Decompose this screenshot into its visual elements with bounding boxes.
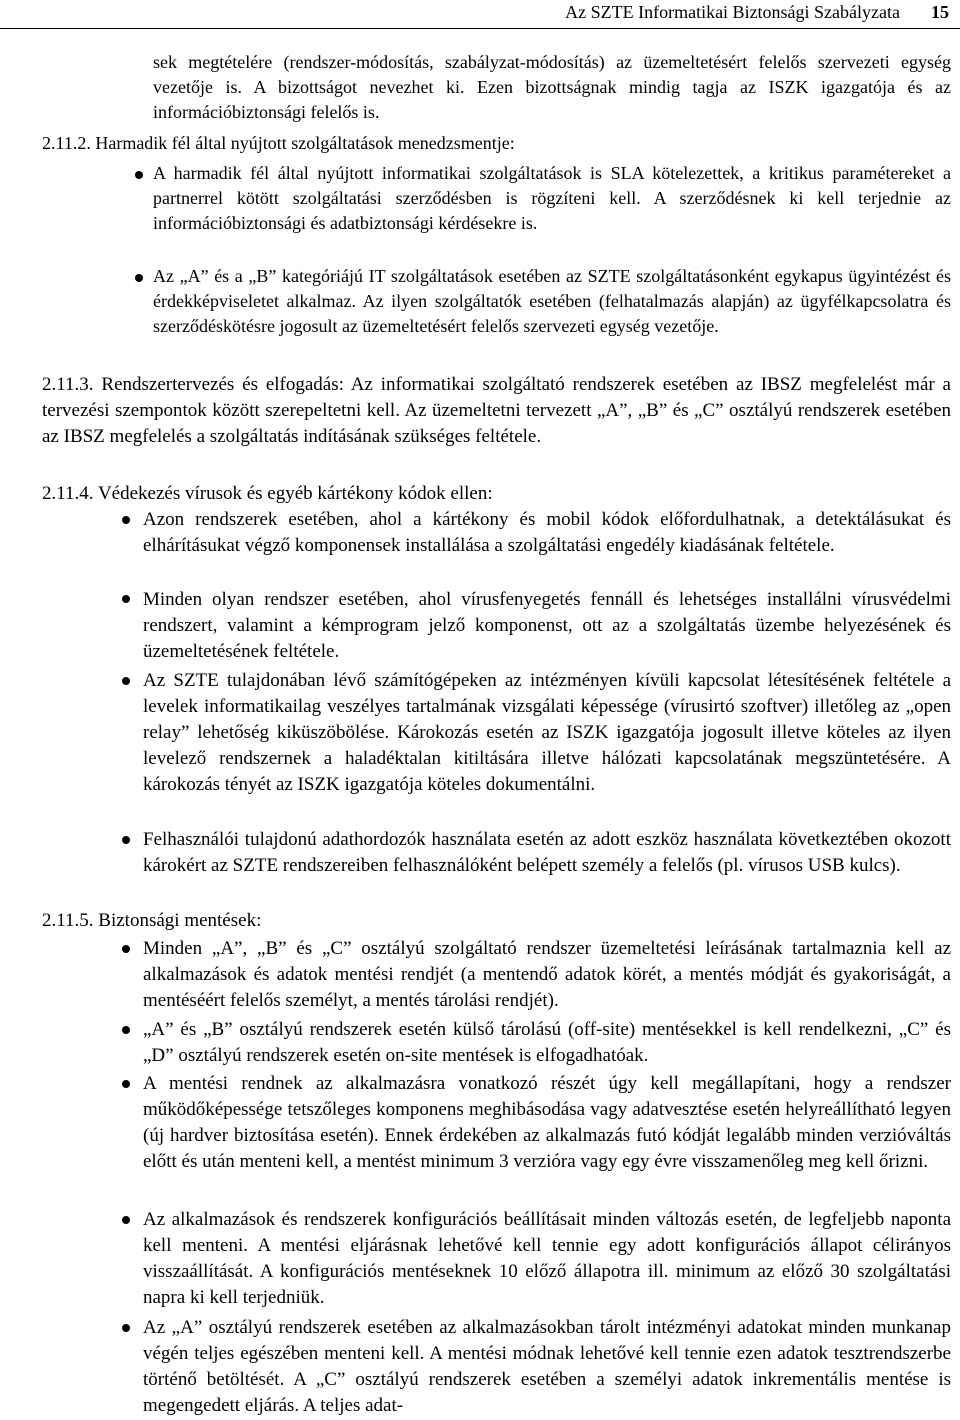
- list-item: Minden olyan rendszer esetében, ahol vírusfenyegetés fennáll és lehetséges installálni vírusvédelmi rendszert, valamint a kémprogram jelző komponenst, ott az a szolgáltatás üzembe helyezésének és üzemeltetésének feltétele.: [143, 589, 951, 662]
- page-header: [0, 0, 960, 24]
- list-item: Az „A” és a „B” kategóriájú IT szolgáltatások esetében az SZTE szolgáltatásonként egykapus ügyintézést és érdekképviseletet alkalmaz. Az ilyen szolgáltatók esetében (felhatalmazás alapján) az ügyfélkapcsolatra és szerződéskötésre jogosult az üzemeltetésért felelős szervezeti egység vezetője.: [153, 266, 951, 336]
- intro-paragraph: sek megtételére (rendszer-módosítás, szabályzat-módosítás) az üzemeltetésért felelős szervezeti egység vezetője is. A bizottságot nevezhet ki. Ezen bizottságnak mindig tagja az ISZK igazgatója és az információbiztonsági felelős is.: [153, 52, 951, 122]
- list-item: Az SZTE tulajdonában lévő számítógépeken az intézményen kívüli kapcsolat létesítésének feltétele a levelek informatikailag veszélyes tartalmának vizsgálati képessége (vírusirtó szoftver) illetőleg az „open relay” lehetőség kiküszöbölése. Károkozás esetén az ISZK igazgatója jogosult illetve köteles az ilyen levelező rendszernek a haladéktalan kitiltására illetve hálózati kapcsolatának megszüntetésére. A károkozás tényét az ISZK igazgatója köteles dokumentálni.: [143, 670, 951, 795]
- list-item: Az „A” osztályú rendszerek esetében az alkalmazásokban tárolt intézményi adatokat minden munkanap végén teljes egészében menteni kell. A mentési módnak lehetővé kell tennie ezen adatok tesztrendszerbe történő betöltését. A „C” osztályú rendszerek esetében a személyi adatok inkrementális mentése is megengedett eljárás. A teljes adat-: [143, 1317, 951, 1416]
- bullet-icon: [122, 595, 130, 603]
- document-title: Az SZTE Informatikai Biztonsági Szabályzata: [565, 2, 900, 22]
- bullet-icon: [122, 677, 130, 685]
- section-2-11-3-paragraph: [42, 372, 951, 450]
- list-item: Felhasználói tulajdonú adathordozók használata esetén az adott eszköz használata következtében okozott károkért az SZTE rendszereiben felhasználóként belépett személy a felelős (pl. vírusos USB kulcs).: [143, 829, 951, 876]
- section-2-11-5-heading: 2.11.5. Biztonsági mentések:: [42, 910, 262, 931]
- bullet-icon: [122, 1216, 130, 1224]
- list-item: Azon rendszerek esetében, ahol a kártékony és mobil kódok előfordulhatnak, a detektálásukat és elhárításukat végző komponensek installálása a szolgáltatási engedély kiadásának feltétele.: [143, 509, 951, 556]
- page-number: 15: [931, 2, 949, 22]
- bullet-icon: [122, 1026, 130, 1034]
- bullet-icon: [122, 836, 130, 844]
- bullet-icon: [122, 1080, 130, 1088]
- list-item: A mentési rendnek az alkalmazásra vonatkozó részét úgy kell megállapítani, hogy a rendszer működőképessége tetszőleges komponens meghibásodása vagy adatvesztése esetén helyreállítható legyen (új hardver biztosítása esetén). Ennek érdekében az alkalmazás futó kódját legalább minden verzióváltás előtt és után menteni kell, a mentést minimum 3 verzióra vagy egy évre visszamenőleg meg kell őrizni.: [143, 1073, 951, 1172]
- list-item: Az alkalmazások és rendszerek konfigurációs beállításait minden változás esetén, de legfeljebb naponta kell menteni. A mentési eljárásnak lehetővé kell tennie egy adott konfigurációs állapot célirányos visszaállítását. A konfigurációs mentéseknek 10 előző állapotra ill. minimum az előző 30 szolgáltatási napra ki kell terjedniük.: [143, 1209, 951, 1308]
- bullet-icon: [122, 945, 130, 953]
- section-2-11-4-heading: 2.11.4. Védekezés vírusok és egyéb kártékony kódok ellen:: [42, 483, 493, 504]
- section-2-11-2-heading: 2.11.2. Harmadik fél által nyújtott szolgáltatások menedzsmentje:: [42, 133, 515, 153]
- bullet-icon: [122, 516, 130, 524]
- list-item: A harmadik fél által nyújtott informatikai szolgáltatások is SLA kötelezettek, a kritikus paramétereket a partnerrel kötött szolgáltatási szerződésben is rögzíteni kell. A szerződésnek ki kell terjednie az információbiztonsági és adatbiztonsági kérdésekre is.: [153, 163, 951, 233]
- bullet-icon: [122, 1324, 130, 1332]
- header-divider: [0, 28, 960, 29]
- bullet-icon: [135, 274, 143, 282]
- bullet-icon: [135, 171, 143, 179]
- section-2-11-3-text: 2.11.3. Rendszertervezés és elfogadás: Az informatikai szolgáltató rendszerek esetében az IBSZ megfelelést már a tervezési szempontok között szerepeltetni kell. Az üzemeltetni tervezett „A”, „B” és „C” osztályú rendszerek esetében az IBSZ megfelelés a szolgáltatás indításának szükséges feltétele.: [42, 374, 951, 447]
- list-item: Minden „A”, „B” és „C” osztályú szolgáltató rendszer üzemeltetési leírásának tartalmaznia kell az alkalmazások és adatok mentési rendjét (a mentendő adatok körét, a mentés módját és gyakoriságát, a mentéséért felelős személyt, a mentés tárolási rendjét).: [143, 938, 951, 1011]
- list-item: „A” és „B” osztályú rendszerek esetén külső tárolású (off-site) mentésekkel is kell rendelkezni, „C” és „D” osztályú rendszerek esetén on-site mentések is elfogadhatóak.: [143, 1019, 951, 1066]
